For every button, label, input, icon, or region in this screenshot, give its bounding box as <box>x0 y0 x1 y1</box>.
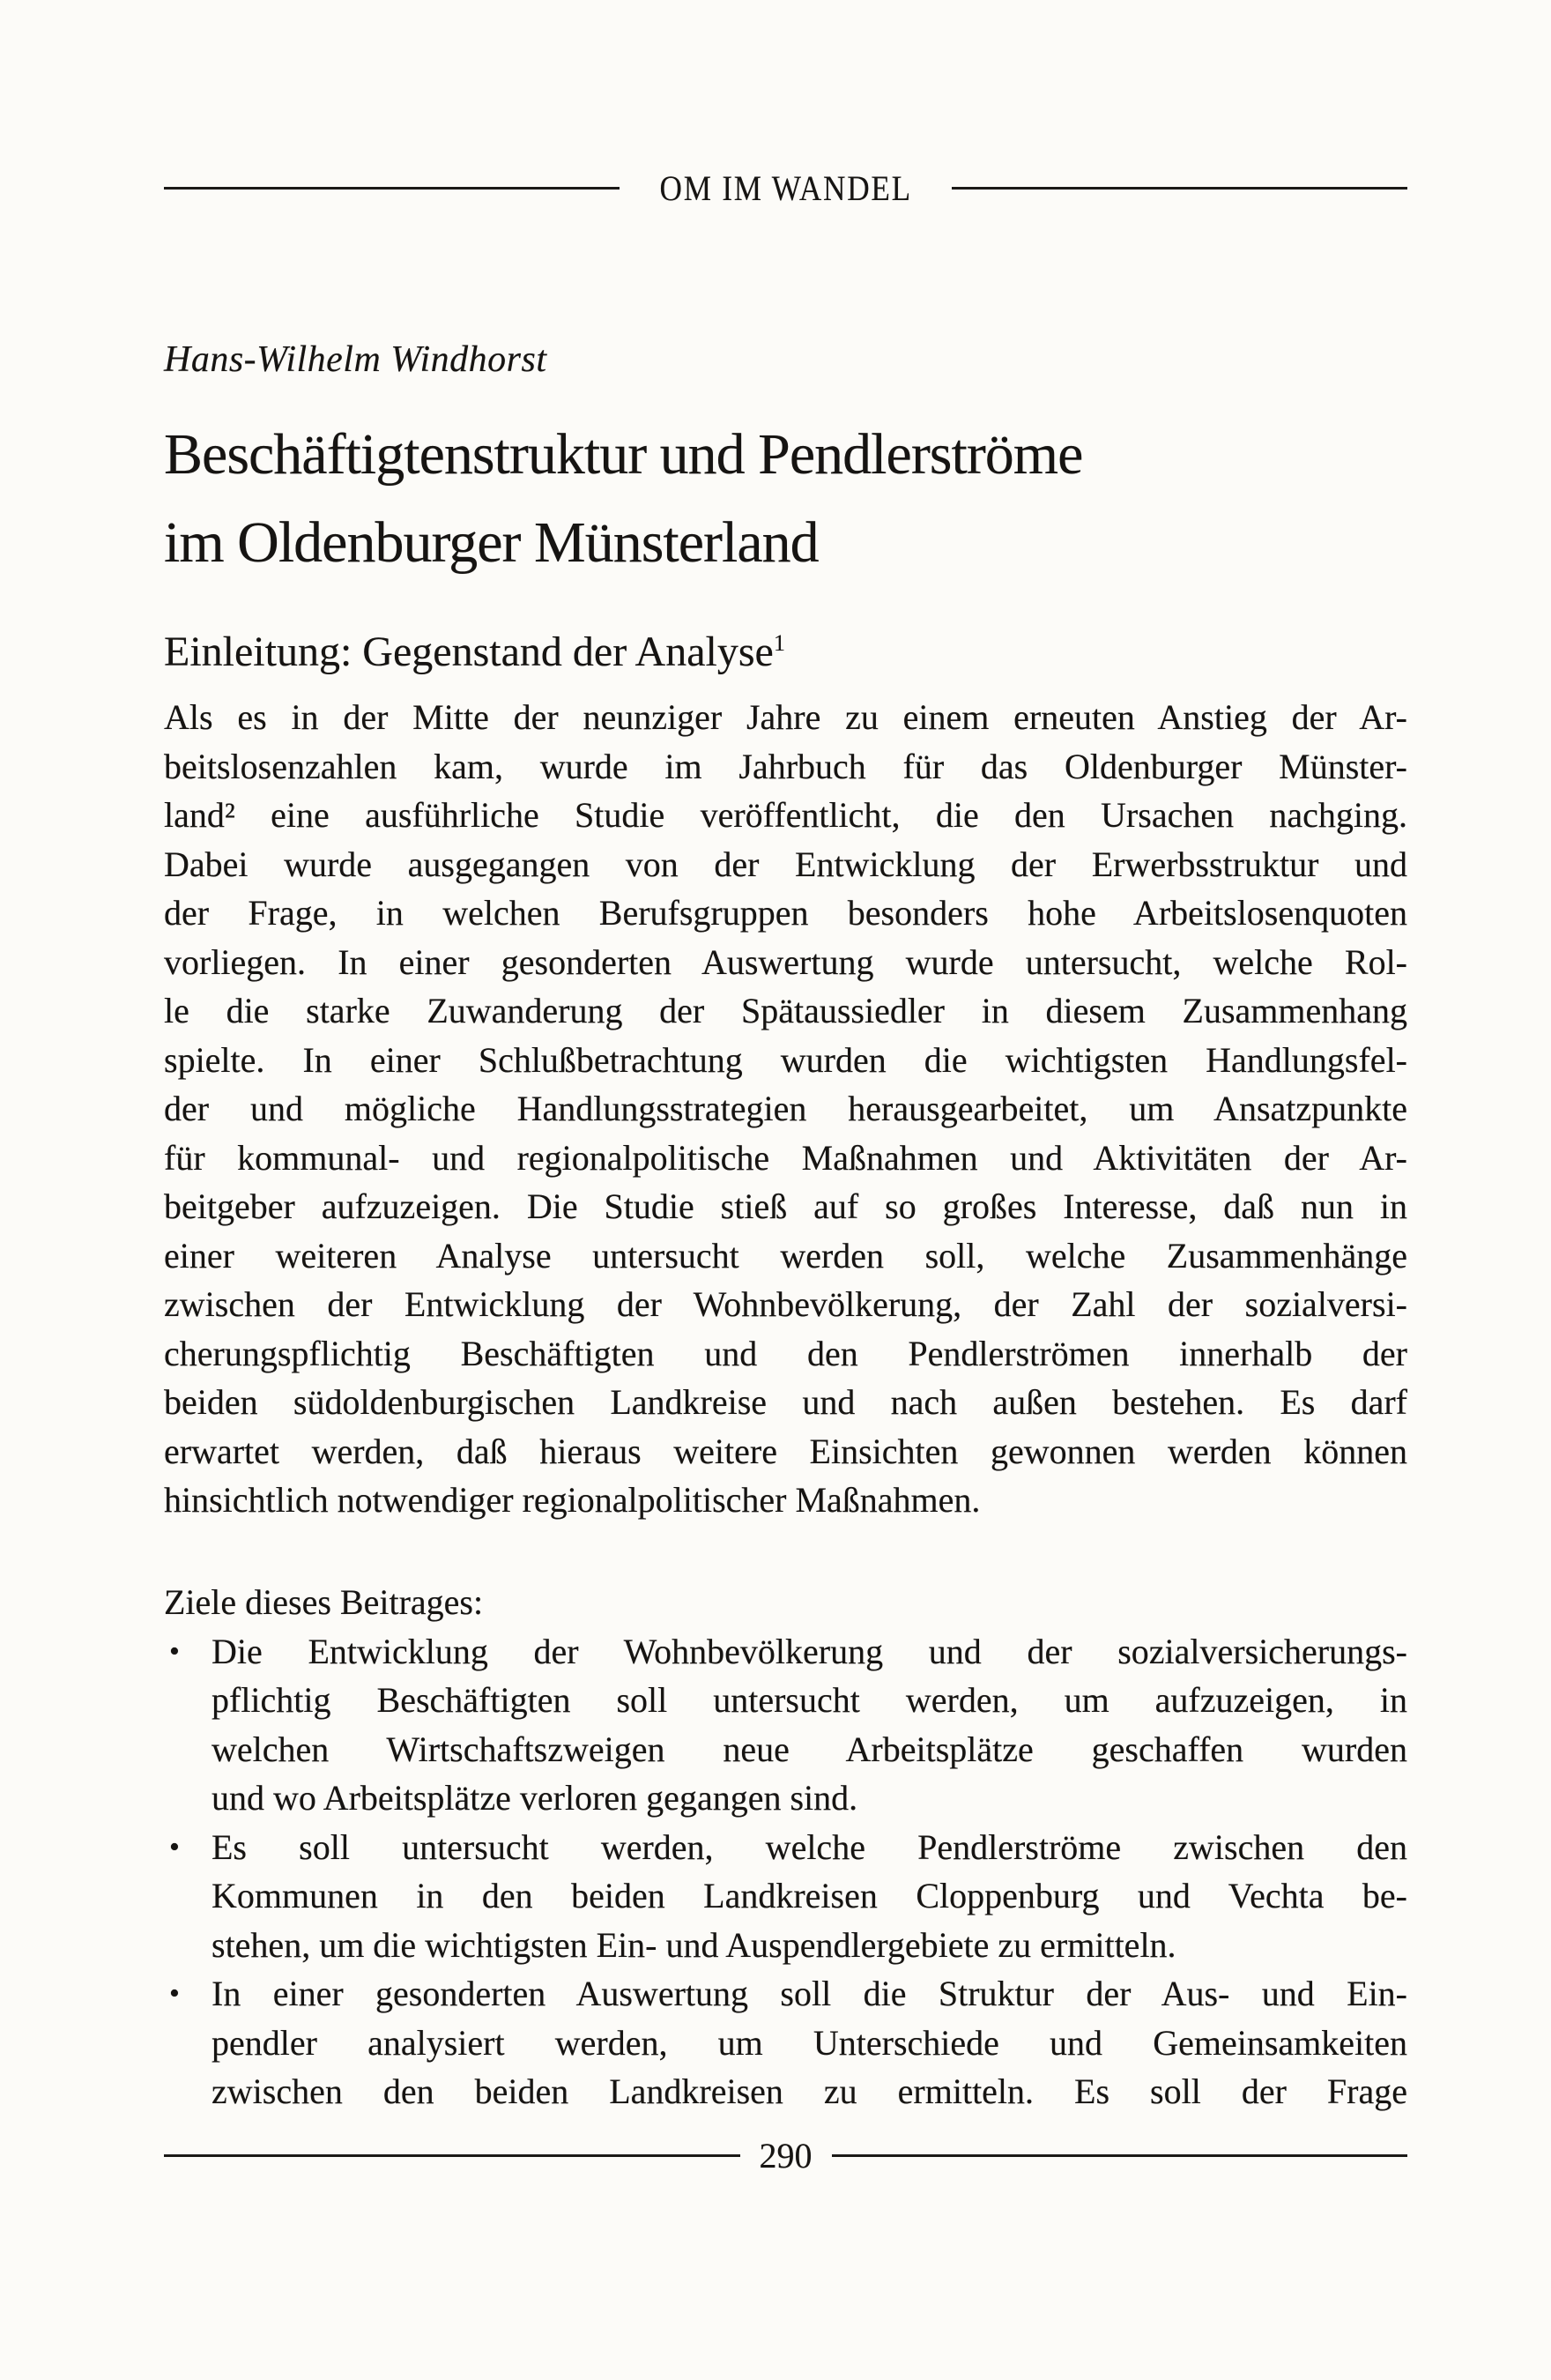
bullet-line: zwischen den beiden Landkreisen zu ermitteln. Es soll der Frage <box>212 2071 1407 2111</box>
footnote-reference: 1 <box>773 629 786 656</box>
paragraph-line: le die starke Zuwanderung der Spätaussiedler in diesem Zusammenhang <box>164 991 1407 1030</box>
page-header <box>164 167 1407 209</box>
article-author: Hans-Wilhelm Windhorst <box>164 339 547 380</box>
header-rule-right <box>952 187 1407 190</box>
bullet-line: Die Entwicklung der Wohnbevölkerung und der sozialversicherungs- <box>212 1631 1407 1671</box>
paragraph-line: der Frage, in welchen Berufsgruppen besonders hohe Arbeitslosenquoten <box>164 893 1407 933</box>
bullet-line: Es soll untersucht werden, welche Pendlerströme zwischen den <box>212 1826 1407 1867</box>
paragraph-line: für kommunal- und regionalpolitische Maßnahmen und Aktivitäten der Ar- <box>164 1137 1407 1178</box>
bullet-line: pflichtig Beschäftigten soll untersucht werden, um aufzuzeigen, in <box>212 1680 1407 1720</box>
bullet-line: stehen, um die wichtigsten Ein- und Auspendlergebiete zu ermitteln. <box>212 1924 1176 1965</box>
article-title-line-1: Beschäftigtenstruktur und Pendlerströme <box>164 422 1083 487</box>
page-number: 290 <box>759 2136 813 2175</box>
paragraph-line: cherungspflichtig Beschäftigten und den Pendlerströmen innerhalb der <box>164 1333 1407 1373</box>
journal-title: OM IM WANDEL <box>659 168 912 208</box>
bullet-icon: • <box>169 1830 180 1863</box>
section-heading <box>164 628 1407 676</box>
intro-paragraph <box>164 693 1407 1525</box>
bullet-line: In einer gesonderten Auswertung soll die Struktur der Aus- und Ein- <box>212 1974 1407 2013</box>
paragraph-line: Als es in der Mitte der neunziger Jahre zu einem erneuten Anstieg der Ar- <box>164 697 1407 737</box>
paragraph-line: vorliegen. In einer gesonderten Auswertung wurde untersucht, welche Rol- <box>164 941 1407 982</box>
bullet-line: pendler analysiert werden, um Unterschiede und Gemeinsamkeiten <box>212 2022 1407 2063</box>
paragraph-line: der und mögliche Handlungsstrategien herausgearbeitet, um Ansatzpunkte <box>164 1089 1407 1128</box>
paragraph-line: land² eine ausführliche Studie veröffentlicht, die den Ursachen nachging. <box>164 795 1407 835</box>
goals-section <box>164 1578 1407 2116</box>
paragraph-line: einer weiteren Analyse untersucht werden soll, welche Zusammenhänge <box>164 1235 1407 1276</box>
goal-bullet-item <box>164 1823 1407 1970</box>
bullet-icon: • <box>169 1634 180 1668</box>
goals-bullet-list <box>164 1627 1407 2116</box>
header-rule-left <box>164 187 620 190</box>
goals-intro: Ziele dieses Beitrages: <box>164 1582 484 1622</box>
footer-rule-right <box>832 2154 1408 2157</box>
bullet-line: Kommunen in den beiden Landkreisen Cloppenburg und Vechta be- <box>212 1876 1407 1915</box>
article-title-line-2: im Oldenburger Münsterland <box>164 510 819 575</box>
page-footer <box>164 2135 1407 2176</box>
bullet-line: welchen Wirtschaftszweigen neue Arbeitsplätze geschaffen wurden <box>212 1729 1407 1769</box>
bullet-icon: • <box>169 1977 180 2010</box>
paragraph-line: beitgeber aufzuzeigen. Die Studie stieß auf so großes Interesse, daß nun in <box>164 1186 1407 1226</box>
paragraph-line: beiden südoldenburgischen Landkreise und nach außen bestehen. Es darf <box>164 1382 1407 1422</box>
section-heading-text: Einleitung: Gegenstand der Analyse <box>164 628 774 675</box>
goal-bullet-item <box>164 1969 1407 2116</box>
paragraph-line: zwischen der Entwicklung der Wohnbevölkerung, der Zahl der sozialversi- <box>164 1284 1407 1324</box>
goal-bullet-item <box>164 1627 1407 1823</box>
paragraph-line: erwartet werden, daß hieraus weitere Einsichten gewonnen werden können <box>164 1431 1407 1471</box>
bullet-line: und wo Arbeitsplätze verloren gegangen sind. <box>212 1778 858 1818</box>
paragraph-line: hinsichtlich notwendiger regionalpolitischer Maßnahmen. <box>164 1480 981 1520</box>
paragraph-line: beitslosenzahlen kam, wurde im Jahrbuch für das Oldenburger Münster- <box>164 746 1407 786</box>
footer-rule-left <box>164 2154 740 2157</box>
paragraph-line: spielte. In einer Schlußbetrachtung wurden die wichtigsten Handlungsfel- <box>164 1039 1407 1080</box>
article-title <box>164 411 1407 587</box>
paragraph-line: Dabei wurde ausgegangen von der Entwicklung der Erwerbsstruktur und <box>164 844 1407 884</box>
